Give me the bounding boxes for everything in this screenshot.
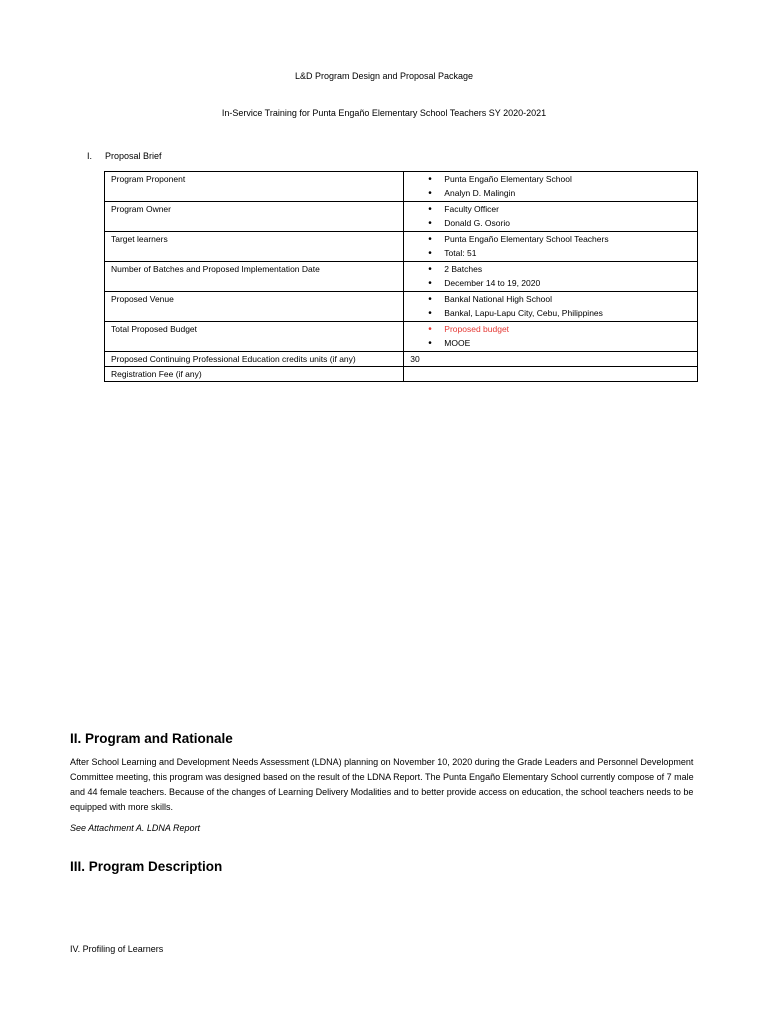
row-value [404,367,698,382]
table-row [105,352,698,367]
row-label: Total Proposed Budget [105,322,404,352]
list-item: • Analyn D. Malingin [444,187,697,201]
table-row [105,202,698,232]
list-item: • Total: 51 [444,247,697,261]
table-row [105,262,698,292]
row-value [404,322,698,352]
row-value [404,172,698,202]
row-label: Program Owner [105,202,404,232]
section-1-title: Proposal Brief [105,151,162,161]
section-1-number: I. [87,151,93,161]
list-item: • Faculty Officer [444,203,697,217]
row-value [404,262,698,292]
document-subtitle: In-Service Training for Punta Engaño Elementary School Teachers SY 2020-2021 [221,108,547,118]
row-value [404,202,698,232]
list-item: • MOOE [444,337,697,351]
section-4-title: IV. Profiling of Learners [70,944,164,954]
list-item: • Punta Engaño Elementary School [444,173,697,187]
row-value: 30 [404,352,698,367]
document-title: L&D Program Design and Proposal Package [294,71,474,81]
row-label: Registration Fee (if any) [105,367,404,382]
table-row [105,322,698,352]
section-3-title: III. Program Description [70,859,223,874]
table-row [105,367,698,382]
section-2-paragraph: After School Learning and Development Needs Assessment (LDNA) planning on November 10, 2020 during the Grade Leaders and Personnel Development Committee meeting, this program was designed based on the result of the LDNA Report. The Punta Engaño Elementary School currently compose of 7 male and 44 female teachers. Because of the changes of Learning Delivery Modalities and to better provide access on education, the school teachers needs to be equipped with more skills. [70,757,694,812]
section-2-title: II. Program and Rationale [70,731,233,746]
table-row [105,172,698,202]
row-value [404,292,698,322]
table-row [105,292,698,322]
table-row [105,232,698,262]
row-value [404,232,698,262]
list-item: • December 14 to 19, 2020 [444,277,697,291]
row-label: Number of Batches and Proposed Implementation Date [105,262,404,292]
attachment-note: See Attachment A. LDNA Report [70,823,201,833]
list-item: • Bankal National High School [444,293,697,307]
list-item-highlighted: • Proposed budget [444,323,697,337]
row-label: Program Proponent [105,172,404,202]
proposal-brief-table [104,171,698,382]
list-item: • Donald G. Osorio [444,217,697,231]
row-label: Proposed Venue [105,292,404,322]
list-item: • 2 Batches [444,263,697,277]
row-label: Target learners [105,232,404,262]
row-label: Proposed Continuing Professional Education credits units (if any) [105,352,404,367]
list-item: • Bankal, Lapu-Lapu City, Cebu, Philippines [444,307,697,321]
list-item: • Punta Engaño Elementary School Teachers [444,233,697,247]
